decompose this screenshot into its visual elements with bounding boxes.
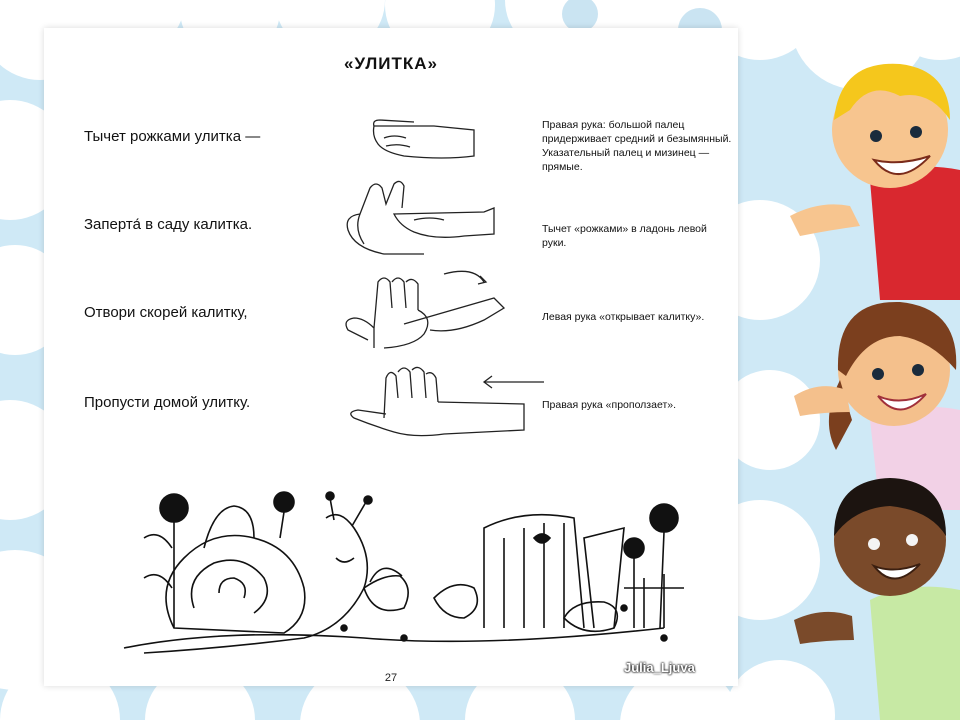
hand-crawling-illustration (334, 358, 544, 448)
verse-line-3: Отвори скорей калитку, (84, 304, 248, 321)
instruction-4: Правая рука «проползает». (542, 399, 677, 411)
instruction-1: Правая рука: большой палец придерживает средний и безымянный. Указательный палец и мизинец — прямые. (542, 119, 732, 173)
kid-blond-icon (790, 64, 960, 300)
instruction-2: Тычет «рожками» в ладонь левой руки. (542, 223, 707, 249)
worksheet-page (44, 28, 738, 686)
verse-line-1: Тычет рожками улитка — (84, 128, 261, 145)
snail-and-gate-illustration (104, 478, 704, 658)
kid-girl-icon (794, 302, 960, 510)
page-title: «УЛИТКА» (343, 54, 439, 73)
cartoon-kids-decoration (790, 40, 960, 720)
hands-opening-gate-illustration (334, 268, 534, 358)
instruction-3: Левая рука «открывает калитку». (542, 311, 705, 323)
verse-line-4: Пропусти домой улитку. (84, 394, 251, 411)
verse-line-2: Заперта́ в саду калитка. (84, 216, 253, 233)
hands-poking-palm-illustration (334, 174, 534, 264)
kid-boy-icon (794, 478, 960, 720)
hand-horns-illustration (334, 116, 514, 166)
page-number: 27 (384, 672, 398, 684)
watermark: Julia_Ljuva (624, 660, 695, 675)
